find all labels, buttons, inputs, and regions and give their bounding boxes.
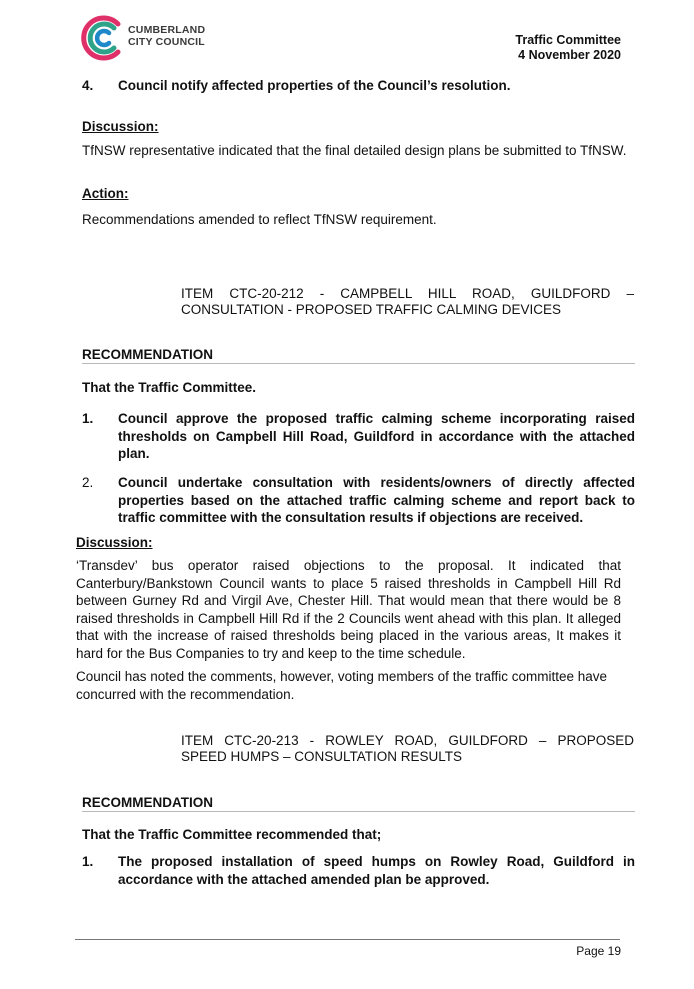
council-logo	[78, 14, 126, 62]
discussion-heading: Discussion:	[82, 119, 159, 134]
logo-wordmark: CUMBERLAND CITY COUNCIL	[128, 24, 206, 48]
rec-text: Council undertake consultation with residents/owners of directly affected properties based on the attached traffic calming scheme and report back to traffic committee with the consultation results if objections are received.	[118, 475, 635, 525]
recommendation-intro: That the Traffic Committee recommended that;	[82, 827, 382, 842]
meeting-date: 4 November 2020	[518, 48, 621, 62]
heading-rule	[82, 811, 635, 812]
recommendation-heading: RECOMMENDATION	[82, 347, 213, 362]
rec-text: The proposed installation of speed humps on Rowley Road, Guildford in accordance with the attached amended plan be approved.	[118, 854, 635, 887]
page-header	[515, 33, 621, 63]
discussion-text: TfNSW representative indicated that the final detailed design plans be submitted to TfNSW.	[82, 143, 627, 158]
discussion-text: ‘Transdev’ bus operator raised objections to the proposal. It indicated that Canterbury/Bankstown Council wants to place 5 raised thresholds in Campbell Hill Rd between Gurney Rd and Virgil Ave, Chester Hill. That would mean that there would be 8 raised thresholds in Campbell Hill Rd if the 2 Councils went ahead with this plan. It alleged that with the increase of raised thresholds being placed in the various areas, It makes it hard for the Bus Companies to try and keep to the time schedule.	[76, 558, 621, 661]
item-title-cont: CONSULTATION - PROPOSED TRAFFIC CALMING DEVICES	[181, 302, 562, 317]
discussion-text: Council has noted the comments, however, voting members of the traffic committee have concurred with the recommendation.	[76, 669, 608, 702]
rec-text: Council approve the proposed traffic calming scheme incorporating raised thresholds on Campbell Hill Road, Guildford in accordance with the attached plan.	[118, 411, 635, 461]
item-title-cont: SPEED HUMPS – CONSULTATION RESULTS	[181, 749, 463, 764]
committee-name: Traffic Committee	[515, 33, 621, 47]
discussion-heading: Discussion:	[76, 535, 153, 550]
item-title: ITEM CTC-20-213 - ROWLEY ROAD, GUILDFORD – PROPOSED	[181, 733, 634, 748]
action-heading: Action:	[82, 186, 129, 201]
rec-number: 1.	[82, 411, 94, 426]
action-text: Recommendations amended to reflect TfNSW requirement.	[82, 212, 437, 227]
recommendation-intro: That the Traffic Committee.	[82, 380, 257, 395]
item-text: Council notify affected properties of the Council’s resolution.	[118, 78, 511, 93]
rec-number: 2.	[82, 475, 94, 490]
heading-rule	[82, 363, 635, 364]
item-title: ITEM CTC-20-212 - CAMPBELL HILL ROAD, GUILDFORD –	[181, 286, 634, 301]
recommendation-heading: RECOMMENDATION	[82, 795, 213, 810]
rec-number: 1.	[82, 854, 94, 869]
page-number: Page 19	[576, 944, 621, 958]
item-number: 4.	[82, 78, 94, 93]
footer-rule	[75, 939, 620, 940]
